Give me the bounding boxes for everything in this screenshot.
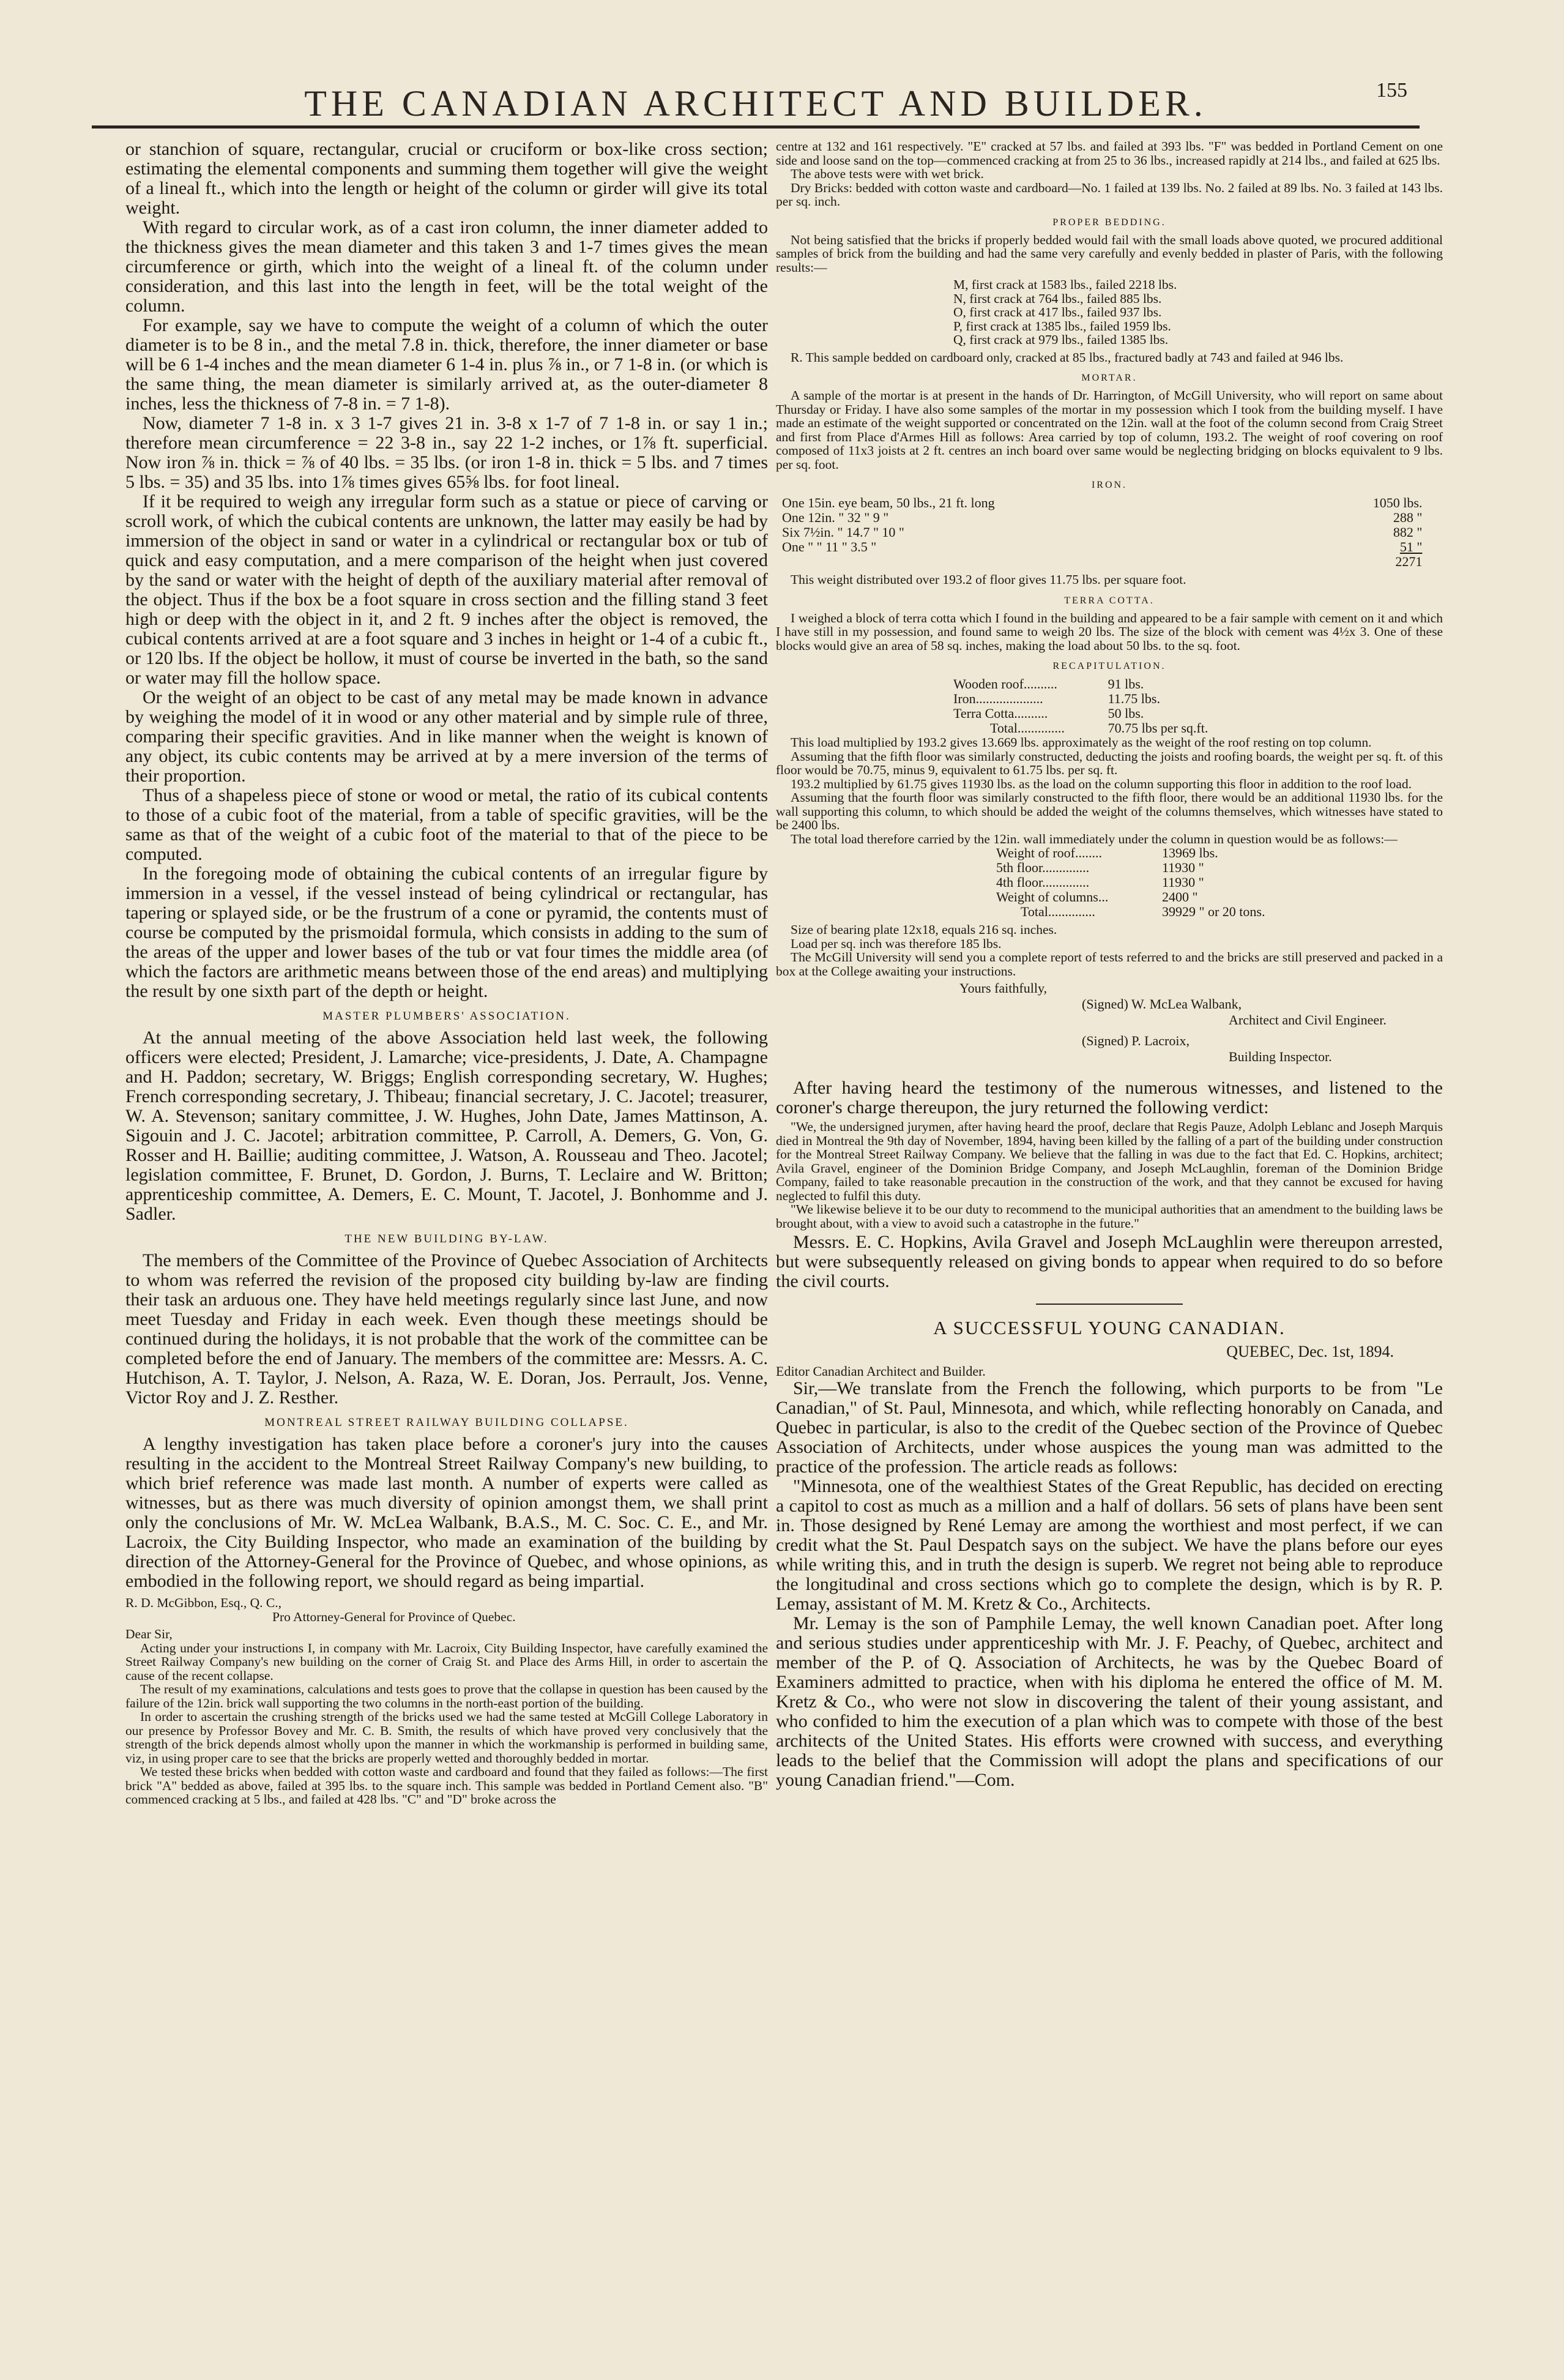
subheading-bedding: PROPER BEDDING. bbox=[1052, 217, 1166, 228]
signer-name: W. McLea Walbank, bbox=[1131, 996, 1242, 1012]
letter-paragraph: Not being satisfied that the bricks if properly bedded would fail with the small loads above quoted, we procured additional samples of brick from the building and had the same very carefully and evenly bedded in plaster of Paris, with the following results:— bbox=[776, 232, 1443, 275]
table-cell: 288 " bbox=[1393, 510, 1423, 525]
letter-paragraph: This load multiplied by 193.2 gives 13.669 lbs. approximately as the weight of the roof resting on top column. bbox=[791, 735, 1372, 750]
verdict-paragraph: "We likewise believe it to be our duty to recommend to the municipal authorities that an amendment to the building laws be brought about, with a view to avoid such a catastrophe in the future." bbox=[776, 1202, 1443, 1231]
signed-label: (Signed) bbox=[1082, 996, 1128, 1012]
paragraph: Sir,—We translate from the French the following, which purports to be from "Le Canadian," of St. Paul, Minnesota, and which, while reflecting honorably on Canada, and Quebec in particular, is also to the credit of the Quebec section of the Province of Quebec Association of Architects, under whose auspices the young man was admitted to the practice of the profession. The article reads as follows: bbox=[776, 1378, 1443, 1477]
table-total: 2271 bbox=[1395, 554, 1423, 569]
paragraph: Now, diameter 7 1-8 in. x 3 1-7 gives 21 in. 3-8 x 1-7 of 7 1-8 in. or say 1 in.; therefore mean circumference = 22 3-8 in., say 22 1-2 inches, or 1⅞ ft. superficial. Now iron ⅞ in. thick = ⅞ of 40 lbs. = 35 lbs. (or iron 1-8 in. thick = 5 lbs. and 7 times 5 lbs. = 35) and 35 lbs. into 1⅞ times gives 65⅝ lbs. for foot lineal. bbox=[125, 413, 768, 492]
table-cell: One 12in. " 32 " 9 " bbox=[782, 510, 889, 525]
table-cell: Six 7½in. " 14.7 " 10 " bbox=[782, 524, 904, 540]
closing: Yours faithfully, bbox=[959, 980, 1048, 996]
paragraph: If it be required to weigh any irregular form such as a statue or piece of carving or scroll work, of which the cubical contents are unknown, the latter may easily be had by immersion of the object in sand or water in a cylindrical or rectangular box or tub of quick and easy computation, and a mere comparison of the height when just covered by the sand or water with the height of depth of the auxiliary material after removal of the object. Thus if the box be a foot square in cross section and the filling stand 3 feet high or deep with the object in it, and 2 ft. 9 inches after the object is removed, the cubical contents arrived at are a foot square and 3 inches in height or 1-4 of a cubic ft., or 120 lbs. If the object be hollow, it must of course be inverted in the bath, so the sand or water may fill the hollow space. bbox=[125, 491, 768, 688]
table-cell: Weight of columns... bbox=[996, 889, 1109, 905]
letter-paragraph: A sample of the mortar is at present in the hands of Dr. Harrington, of McGill University, who will report on same about Thursday or Friday. I have also some samples of the mortar in my possession which I took from the building myself. I have made an estimate of the weight supported or concentrated on the 12in. wall at the foot of the column second from Craig Street and first from Place d'Armes Hill as follows: Area carried by top of column, 193.2. The weight of roof covering on roof composed of 11x3 joists at 2 ft. centres an inch board over same would be neglecting bridging on blocks equivalent to 9 lbs. per sq. foot. bbox=[776, 388, 1443, 472]
paragraph: A lengthy investigation has taken place before a coroner's jury into the causes resulting in the accident to the Montreal Street Railway Company's new building, to which brief reference was made last month. A number of experts were called as witnesses, but as there was much diversity of opinion amongst them, we shall print only the conclusions of Mr. W. McLea Walbank, B.A.S., M. C. Soc. C. E., and Mr. Lacroix, the City Building Inspector, who made an examination of the building by direction of the Attorney-General for the Province of Quebec, and whose opinions, as embodied in the following report, we should regard as being impartial. bbox=[125, 1434, 768, 1591]
letter-paragraph: Dry Bricks: bedded with cotton waste and cardboard—No. 1 failed at 139 lbs. No. 2 failed at 89 lbs. No. 3 failed at 143 lbs. per sq. inch. bbox=[776, 180, 1443, 209]
table-cell: One 15in. eye beam, 50 lbs., 21 ft. long bbox=[782, 495, 995, 510]
signed-label: (Signed) bbox=[1082, 1033, 1128, 1048]
paragraph: The members of the Committee of the Province of Quebec Association of Architects to whom was referred the revision of the proposed city building by-law are finding their task an arduous one. They have held meetings regularly since last June, and now meet Tuesday and Friday in each week. Even though these meetings should be continued during the holidays, it is not probable that the work of the committee can be completed before the end of January. The members of the committee are: Messrs. A. C. Hutchison, A. T. Taylor, J. Nelson, A. Raza, W. E. Doran, Jos. Perrault, Jos. Venne, Victor Roy and J. Z. Resther. bbox=[125, 1250, 768, 1408]
load-table bbox=[996, 846, 1314, 919]
paragraph: "Minnesota, one of the wealthiest States of the Great Republic, has decided on erecting a capitol to cost as much as a million and a half of dollars. 56 sets of plans have been sent in. Those designed by René Lemay are among the worthiest and most perfect, if we can credit what the St. Paul Despatch says on the subject. We have the plans before our eyes while writing this, and in truth the design is superb. We regret not being able to reproduce the longitudinal and cross sections which go to complete the design, which is by R. P. Lemay, assistant of M. M. Kretz & Co., Architects. bbox=[776, 1475, 1443, 1614]
subheading-iron: IRON. bbox=[1091, 480, 1128, 490]
signer-name: P. Lacroix, bbox=[1131, 1033, 1190, 1048]
table-cell: 2400 " bbox=[1162, 889, 1198, 905]
paragraph: After having heard the testimony of the numerous witnesses, and listened to the coroner's charge thereupon, the jury returned the following verdict: bbox=[776, 1078, 1443, 1117]
section-heading-plumbers: MASTER PLUMBERS' ASSOCIATION. bbox=[322, 1010, 571, 1023]
table-row bbox=[782, 525, 1422, 540]
page-number: 155 bbox=[1376, 79, 1407, 102]
table-cell: 50 lbs. bbox=[1108, 706, 1144, 721]
table-row bbox=[782, 510, 1422, 525]
table-cell: 11930 " bbox=[1162, 860, 1204, 875]
table-cell: 51 " bbox=[1399, 539, 1423, 554]
letter-paragraph: R. This sample bedded on cardboard only, cracked at 85 lbs., fractured badly at 743 and failed at 946 lbs. bbox=[791, 349, 1344, 365]
result-row: Q, first crack at 979 lbs., failed 1385 lbs. bbox=[953, 332, 1169, 347]
result-row: N, first crack at 764 lbs., failed 885 lbs. bbox=[953, 291, 1162, 306]
publication-title: THE CANADIAN ARCHITECT AND BUILDER. bbox=[304, 83, 1207, 124]
table-row bbox=[996, 890, 1314, 905]
letter-paragraph: Assuming that the fifth floor was similarly constructed, deducting the joists and roofing boards, the weight per sq. ft. of this floor would be 70.75, minus 9, equivalent to 61.75 lbs. per sq. ft. bbox=[776, 748, 1443, 777]
letter-paragraph: Acting under your instructions I, in company with Mr. Lacroix, City Building Inspector, have carefully examined the Street Railway Company's new building on the corner of Craig St. and Place des Arms Hill, in order to ascertain the cause of the recent collapse. bbox=[125, 1640, 768, 1683]
subheading-mortar: MORTAR. bbox=[1081, 373, 1138, 383]
subheading-terra-cotta: TERRA COTTA. bbox=[1064, 595, 1155, 606]
table-cell: 1050 lbs. bbox=[1372, 495, 1423, 510]
letter-addressee: R. D. McGibbon, Esq., Q. C., bbox=[125, 1595, 282, 1610]
letter-salutation: Dear Sir, bbox=[125, 1627, 173, 1641]
table-row bbox=[782, 496, 1422, 510]
result-row: M, first crack at 1583 lbs., failed 2218 lbs. bbox=[953, 277, 1177, 292]
table-row bbox=[996, 875, 1314, 890]
table-cell: 91 lbs. bbox=[1108, 676, 1144, 692]
paragraph: Messrs. E. C. Hopkins, Avila Gravel and Joseph McLaughlin were thereupon arrested, but were subsequently released on giving bonds to appear when required to do so before the civil courts. bbox=[776, 1232, 1443, 1291]
result-row: O, first crack at 417 lbs., failed 937 lbs. bbox=[953, 305, 1162, 319]
section-divider bbox=[1036, 1304, 1183, 1305]
table-cell: 11.75 lbs. bbox=[1108, 691, 1160, 706]
article-title: A SUCCESSFUL YOUNG CANADIAN. bbox=[933, 1317, 1286, 1338]
table-row bbox=[953, 677, 1247, 692]
table-cell: Weight of roof........ bbox=[996, 845, 1102, 860]
paragraph: Or the weight of an object to be cast of any metal may be made known in advance by weighing the model of it in wood or any other material and by simple rule of three, comparing their specific gravities. And in like manner when the weight is known of any object, its cubic contents may be arrived at by a mere inversion of the terms of their proportion. bbox=[125, 687, 768, 786]
table-cell: Terra Cotta.......... bbox=[953, 706, 1048, 721]
letter-paragraph: I weighed a block of terra cotta which I found in the building and appeared to be a fair sample with cement on it and which I have still in my possession, and found same to weigh 20 lbs. The size of the block with cement was 4½x 3. One of these blocks would give an area of 58 sq. inches, making the load about 50 lbs. to the sq. foot. bbox=[776, 610, 1443, 653]
paragraph: In the foregoing mode of obtaining the cubical contents of an irregular figure by immersion in a vessel, if the vessel instead of being cylindrical or rectangular, has tapering or splayed side, or be the frustrum of a cone or pyramid, the contents must of course be computed by the prismoidal formula, which consists in adding to the sum of the areas of the upper and lower bases of the tub or vat four times the middle area (of which the factors are arithmetic means between those of the end areas) and multiplying the result by one sixth part of the depth or height. bbox=[125, 864, 768, 1001]
section-heading-collapse: MONTREAL STREET RAILWAY BUILDING COLLAPSE. bbox=[264, 1416, 629, 1429]
letter-paragraph: Assuming that the fourth floor was similarly constructed to the fifth floor, there would be an additional 11930 lbs. for the wall supporting this column, to which should be added the weight of the columns themselves, which witnesses have stated to be 2400 lbs. bbox=[776, 790, 1443, 832]
table-row bbox=[996, 860, 1314, 875]
paragraph: For example, say we have to compute the weight of a column of which the outer diameter is to be 8 in., and the metal 7.8 in. thick, therefore, the inner diameter or base will be 6 1-4 inches and the mean diameter 6 1-4 in. plus ⅞ in., or 7 1-8 in. (or which is the same thing, the mean diameter is similarly arrived at, as the outer-diameter 8 inches, less the thickness of 7-8 in. = 7 1-8). bbox=[125, 315, 768, 414]
masthead-rule bbox=[92, 125, 1420, 129]
table-cell: 70.75 lbs per sq.ft. bbox=[1108, 720, 1208, 736]
paragraph: or stanchion of square, rectangular, crucial or cruciform or box-like cross section; estimating the elemental components and summing them together will give the weight of a lineal ft., which into the length or height of the column or girder will give its total weight. bbox=[125, 140, 768, 218]
recap-table bbox=[953, 677, 1247, 736]
table-cell: 11930 " bbox=[1162, 875, 1204, 890]
table-cell: One " " 11 " 3.5 " bbox=[782, 539, 877, 554]
letter-paragraph: centre at 132 and 161 respectively. "E" cracked at 57 lbs. and failed at 393 lbs. "F" was bedded in Portland Cement on one side and loose sand on the top—commenced cracking at from 25 to 36 lbs., increased rapidly at 214 lbs., and failed at 625 lbs. bbox=[776, 140, 1443, 168]
table-row bbox=[996, 905, 1314, 919]
table-row bbox=[953, 706, 1247, 721]
table-row bbox=[953, 692, 1247, 706]
letter-paragraph: The result of my examinations, calculations and tests goes to prove that the collapse in question has been caused by the failure of the 12in. brick wall supporting the two columns in the north-east portion of the building. bbox=[125, 1682, 768, 1710]
letter-paragraph: 193.2 multiplied by 61.75 gives 11930 lbs. as the load on the column supporting this floor in addition to the roof load. bbox=[791, 776, 1412, 791]
paragraph: Thus of a shapeless piece of stone or wood or metal, the ratio of its cubical contents to those of a cubic foot of the material, from a table of specific gravities, will be the same as that of the weight of a cubic foot of the material to that of the piece to be computed. bbox=[125, 785, 768, 864]
letter-paragraph: This weight distributed over 193.2 of floor gives 11.75 lbs. per square foot. bbox=[791, 572, 1186, 587]
letter-paragraph: In order to ascertain the crushing strength of the bricks used we had the same tested at McGill College Laboratory in our presence by Professor Bovey and Mr. C. B. Smith, the results of which have proved very conclusively that the strength of the brick depends almost wholly upon the manner in which the workmanship is performed in building same, viz, in using proper care to see that the bricks are properly wetted and thoroughly bedded in mortar. bbox=[125, 1709, 768, 1766]
letter-addressee-title: Pro Attorney-General for Province of Quebec. bbox=[272, 1609, 516, 1624]
table-row bbox=[953, 721, 1247, 736]
signer-title: Architect and Civil Engineer. bbox=[1229, 1012, 1387, 1028]
bedding-results bbox=[776, 278, 1443, 347]
paragraph: Mr. Lemay is the son of Pamphile Lemay, the well known Canadian poet. After long and serious studies under apprenticeship with Mr. J. F. Peachy, of Quebec, architect and member of the P. of Q. Association of Architects, he was by the Quebec Board of Examiners admitted to practice, when with his diploma he entered the office of M. M. Kretz & Co., who were not slow in discovering the talent of their young assistant, and who confided to him the execution of a plan which was to compete with those of the best architects of the United States. His efforts were crowned with success, and everything leads to the belief that the Commission will adopt the plans and specifications of our young Canadian friend."—Com. bbox=[776, 1613, 1443, 1790]
left-column bbox=[125, 140, 768, 2324]
section-heading-bylaw: THE NEW BUILDING BY-LAW. bbox=[344, 1233, 549, 1245]
signature-block bbox=[776, 1033, 1443, 1049]
table-row bbox=[782, 540, 1422, 554]
table-cell: Total.............. bbox=[1021, 904, 1095, 919]
paragraph: At the annual meeting of the above Association held last week, the following officers were elected; President, J. Lamarche; vice-presidents, J. Date, A. Champagne and H. Paddon; secretary, W. Briggs; English corresponding secretary, W. Hughes; French corresponding secretary, J. Thibeau; financial secretary, J. C. Jacotel; treasurer, W. A. Stevenson; sanitary committee, J. W. Hughes, John Date, James Mattinson, A. Sigouin and J. C. Jacotel; arbitration committee, P. Carroll, A. Demers, G. Von, G. Rosser and H. Baillie; auditing committee, J. Watson, A. Rousseau and Theo. Jacotel; legislation committee, F. Brunet, D. Gordon, J. Burns, T. Leclaire and W. Britton; apprenticeship committee, A. Demers, E. C. Mount, T. Jacotel, J. Bonhomme and J. Sadler. bbox=[125, 1028, 768, 1224]
letter-paragraph: The McGill University will send you a complete report of tests referred to and the bricks are still preserved and packed in a box at the College awaiting your instructions. bbox=[776, 950, 1443, 979]
table-cell: Iron.................... bbox=[953, 691, 1043, 706]
right-column bbox=[776, 140, 1443, 2324]
table-cell: 4th floor.............. bbox=[996, 875, 1090, 890]
table-row bbox=[782, 554, 1422, 569]
verdict-paragraph: "We, the undersigned jurymen, after having heard the proof, declare that Regis Pauze, Adolph Leblanc and Joseph Marquis died in Montreal the 9th day of November, 1894, having been killed by the falling of a part of the building under construction for the Montreal Street Railway Company. We believe that the falling in was due to the fact that Ed. C. Hopkins, architect; Avila Gravel, engineer of the Dominion Bridge Company, and Joseph McLaughlin, foreman of the Dominion Bridge Company, failed to take reasonable precaution in the construction of the work, and that they cannot be excused for having neglected to fulfil this duty. bbox=[776, 1119, 1443, 1203]
letter-paragraph: The above tests were with wet brick. bbox=[791, 166, 984, 181]
letter-paragraph: The total load therefore carried by the 12in. wall immediately under the column in question would be as follows:— bbox=[791, 831, 1398, 846]
masthead bbox=[92, 79, 1420, 127]
table-cell: 5th floor.............. bbox=[996, 860, 1090, 875]
letter-paragraph: Load per sq. inch was therefore 185 lbs. bbox=[791, 936, 1002, 951]
table-row bbox=[996, 846, 1314, 860]
iron-table bbox=[782, 496, 1422, 569]
table-cell: 39929 " or 20 tons. bbox=[1162, 904, 1265, 919]
signer-title: Building Inspector. bbox=[1229, 1049, 1332, 1064]
dateline: QUEBEC, Dec. 1st, 1894. bbox=[1226, 1343, 1394, 1360]
letter-paragraph: Size of bearing plate 12x18, equals 216 sq. inches. bbox=[791, 922, 1057, 937]
subheading-recapitulation: RECAPITULATION. bbox=[1052, 661, 1166, 671]
signature-block bbox=[776, 996, 1443, 1012]
table-cell: 882 " bbox=[1393, 524, 1423, 540]
result-row: P, first crack at 1385 lbs., failed 1959 lbs. bbox=[953, 318, 1171, 334]
table-cell: Wooden roof.......... bbox=[953, 676, 1057, 692]
letter-paragraph: We tested these bricks when bedded with cotton waste and cardboard and found that they failed as follows:—The first brick "A" bedded as above, failed at 395 lbs. to the square inch. This sample was bedded in Portland Cement also. "B" commenced cracking at 5 lbs., and failed at 428 lbs. "C" and "D" broke across the bbox=[125, 1764, 768, 1807]
table-cell: 13969 lbs. bbox=[1162, 845, 1218, 860]
paragraph: With regard to circular work, as of a cast iron column, the inner diameter added to the thickness gives the mean diameter and this taken 3 and 1-7 times gives the mean circumference or girth, which into the weight of a lineal ft. of the column under consideration, and this last into the length in feet, will be the total weight of the column. bbox=[125, 217, 768, 316]
table-cell: Total.............. bbox=[990, 720, 1065, 736]
editor-salutation: Editor Canadian Architect and Builder. bbox=[776, 1363, 986, 1379]
